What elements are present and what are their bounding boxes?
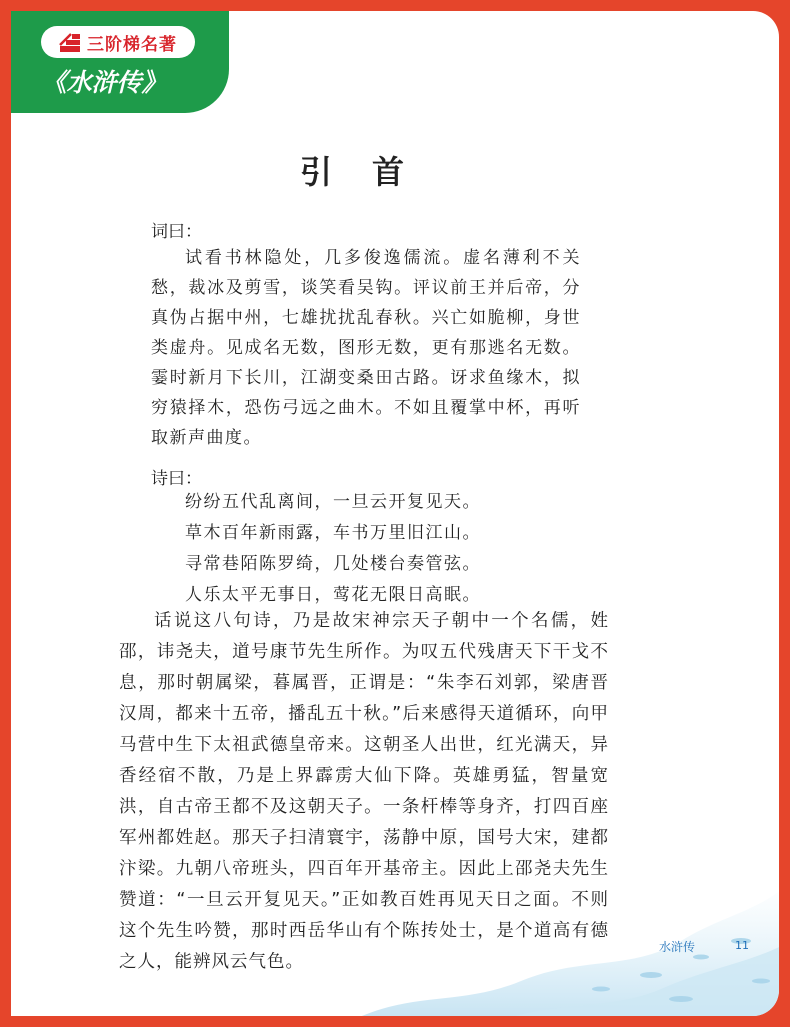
- series-name: 三阶梯名著: [87, 34, 177, 55]
- page-number: 11: [735, 939, 749, 952]
- poem-line: 寻常巷陌陈罗绮，几处楼台奏管弦。: [185, 554, 481, 574]
- water-splash-decoration: [351, 871, 779, 1016]
- poem-line: 人乐太平无事日，莺花无限日高眠。: [185, 585, 481, 605]
- chapter-title: 引首: [299, 153, 444, 191]
- poem: [185, 487, 481, 611]
- shi-label: 诗曰：: [151, 469, 202, 489]
- ci-label: 词曰：: [151, 222, 202, 242]
- poem-line: 草木百年新雨露，车书万里旧江山。: [185, 523, 481, 543]
- ci-body: 试看书林隐处，几多俊逸儒流。虚名薄利不关愁，裁冰及剪雪，谈笑看吴钩。评议前王并后帝，分真伪占据中州，七雄扰扰乱春秋。兴亡如脆柳，身世类虚舟。见成名无数，图形无数，更有那逃名无数。霎时新月下长川，江湖变桑田古路。讶求鱼缘木，拟穷猿择木，恐伤弓远之曲木。不如且覆掌中杯，再听取新声曲度。: [151, 248, 581, 448]
- stair-step-logo-icon: [59, 31, 81, 53]
- page: [11, 11, 779, 1016]
- footer-book-name: 水浒传: [659, 940, 696, 954]
- poem-line: 纷纷五代乱离间，一旦云开复见天。: [185, 492, 481, 512]
- header-badge: [11, 11, 229, 113]
- book-title: 《水浒传》: [41, 68, 167, 97]
- prose-paragraph: 话说这八句诗，乃是故宋神宗天子朝中一个名儒，姓邵，讳尧夫，道号康节先生所作。为叹五代残唐天下干戈不息，那时朝属梁，暮属晋，正谓是：“朱李石刘郭，梁唐晋汉周，都来十五帝，播乱五十秋。”后来感得天道循环，向甲马营中生下太祖武德皇帝来。这朝圣人出世，红光满天，异香经宿不散，乃是上界霹雳大仙下降。英雄勇猛，智量宽洪，自古帝王都不及这朝天子。一条杆棒等身齐，打四百座军州都姓赵。那天子扫清寰宇，荡静中原，国号大宋，建都汴梁。九朝八帝班头，四百年开基帝主。因此上邵尧夫先生赞道：“一旦云开复见天。”正如教百姓再见天日之面。不则这个先生吟赞，那时西岳华山有个陈抟处士，是个道高有德之人，能辨风云气色。: [119, 611, 609, 972]
- series-pill: [41, 26, 195, 58]
